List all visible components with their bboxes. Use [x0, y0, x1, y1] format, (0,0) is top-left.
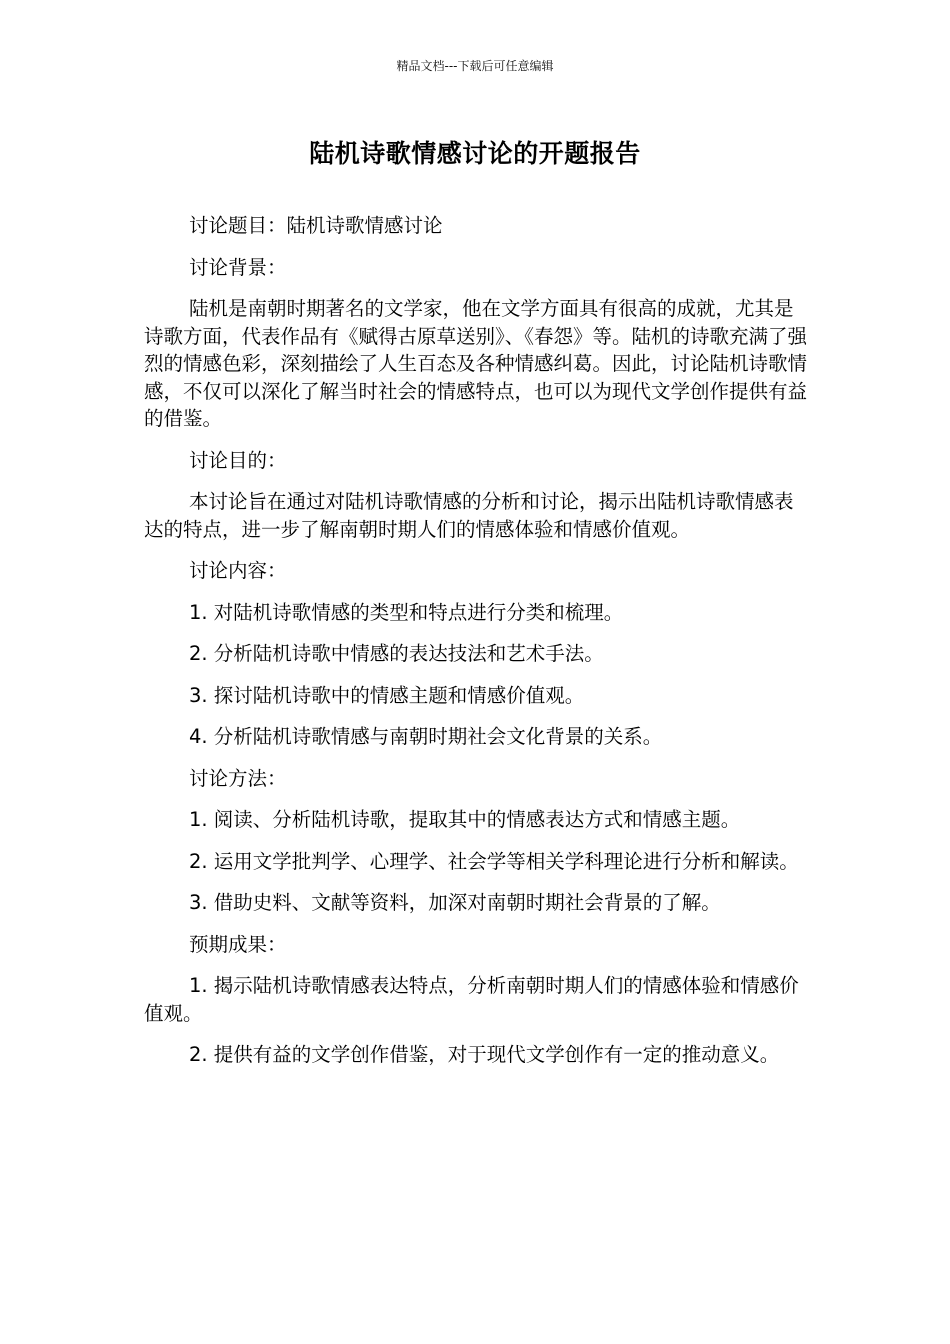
content-item-1: 1. 对陆机诗歌情感的类型和特点进行分类和梳理。	[189, 600, 624, 624]
heading-content: 讨论内容：	[189, 559, 287, 582]
content-item-2: 2. 分析陆机诗歌中情感的表达技法和艺术手法。	[189, 642, 604, 665]
method-item-3: 3. 借助史料、文献等资料，加深对南朝时期社会背景的了解。	[189, 891, 721, 914]
result-item-2: 2. 提供有益的文学创作借鉴，对于现代文学创作有一定的推动意义。	[189, 1043, 780, 1066]
heading-background: 讨论背景：	[189, 255, 287, 279]
content-item-3: 3. 探讨陆机诗歌中的情感主题和情感价值观。	[189, 683, 585, 707]
document-body	[144, 212, 812, 1083]
result-item-1: 1. 揭示陆机诗歌情感表达特点，分析南朝时期人们的情感体验和情感价值观。	[144, 974, 799, 1025]
method-item-1: 1. 阅读、分析陆机诗歌，提取其中的情感表达方式和情感主题。	[189, 808, 741, 831]
paragraph-purpose: 本讨论旨在通过对陆机诗歌情感的分析和讨论，揭示出陆机诗歌情感表达的特点，进一步了解南朝时期人们的情感体验和情感价值观。	[144, 490, 794, 541]
content-item-4: 4. 分析陆机诗歌情感与南朝时期社会文化背景的关系。	[189, 725, 663, 748]
heading-purpose: 讨论目的：	[189, 448, 287, 472]
heading-expected-results: 预期成果：	[189, 932, 287, 956]
page-header: 精品文档---下载后可任意编辑	[396, 59, 554, 73]
paragraph-background: 陆机是南朝时期著名的文学家，他在文学方面具有很高的成就，尤其是诗歌方面，代表作品有《赋得古原草送别》、《春怨》等。陆机的诗歌充满了强烈的情感色彩，深刻描绘了人生百态及各种情感纠葛。因此，讨论陆机诗歌情感，不仅可以深化了解当时社会的情感特点，也可以为现代文学创作提供有益的借鉴。	[144, 297, 808, 430]
heading-method: 讨论方法：	[189, 766, 287, 790]
paragraph-topic: 讨论题目：陆机诗歌情感讨论	[189, 214, 443, 237]
method-item-2: 2. 运用文学批判学、心理学、社会学等相关学科理论进行分析和解读。	[189, 849, 799, 873]
document-title: 陆机诗歌情感讨论的开题报告	[309, 139, 641, 168]
